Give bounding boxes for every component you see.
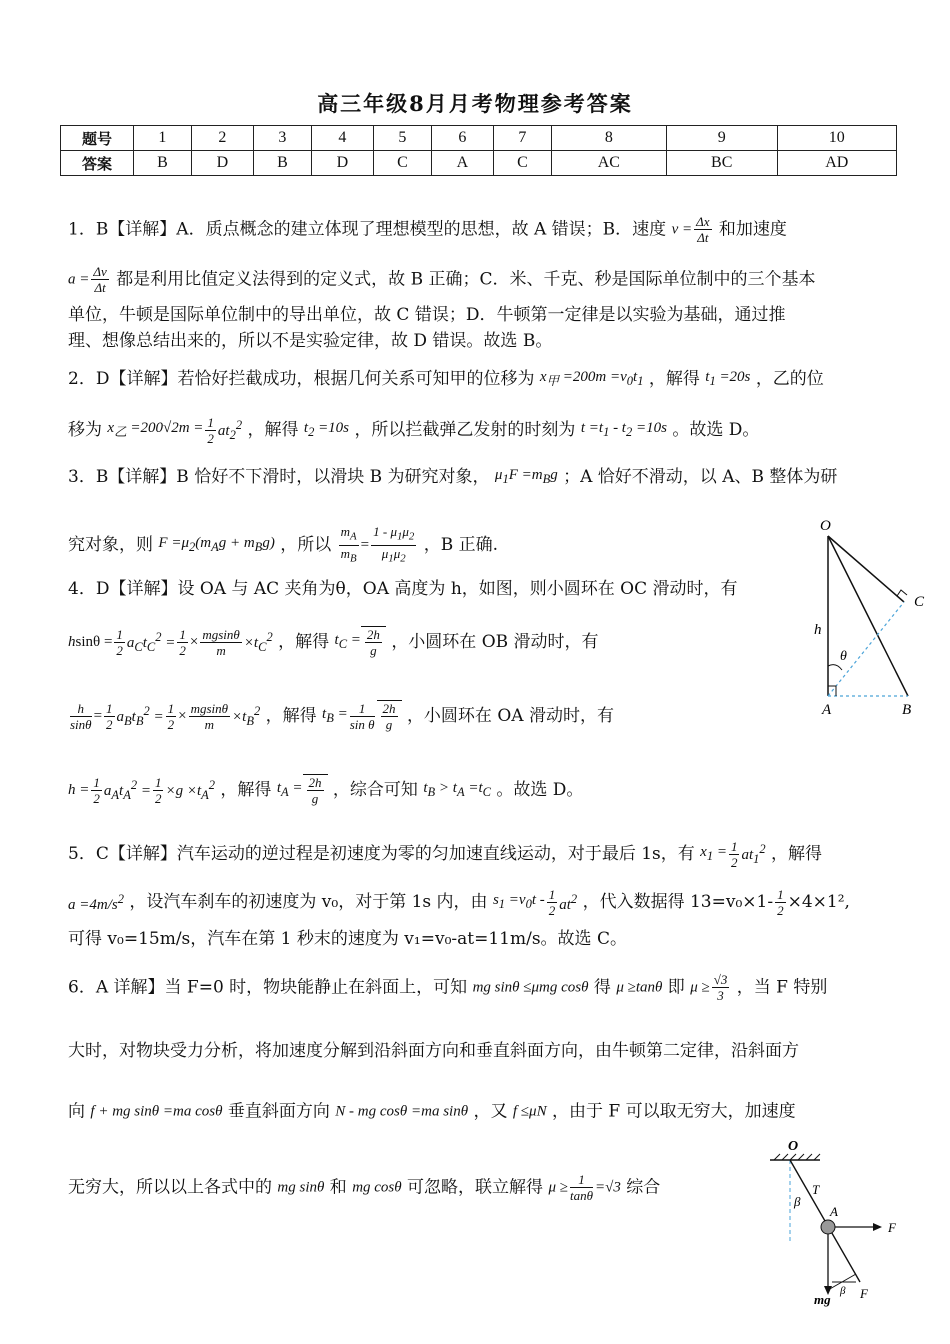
formula: $t_C$ = xyxy=(334,632,361,651)
formula: $t_2 =10s$ xyxy=(303,420,350,439)
table-cell: 3 xyxy=(254,126,312,151)
formula: $x_甲 =200m =v_0t_1$ xyxy=(539,369,644,388)
formula: μ ≥tanθ xyxy=(616,979,663,996)
table-cell: 5 xyxy=(374,126,432,151)
table-cell: 2 xyxy=(191,126,253,151)
label-o: O xyxy=(820,518,831,534)
answer-table xyxy=(60,125,897,176)
label-b: B xyxy=(902,702,912,718)
formula: $t_B$ = xyxy=(322,706,348,725)
label-theta: θ xyxy=(840,649,847,664)
formula-velocity: v = xyxy=(671,221,693,238)
formula: $F =\mu_2(m_Ag + m_Bg)$ xyxy=(158,535,275,555)
formula: f + mg sinθ =ma cosθ xyxy=(90,1103,223,1120)
label-beta: β xyxy=(794,1194,801,1209)
table-header-number: 题号 xyxy=(61,126,134,151)
q6-line3: 向 f + mg sinθ =ma cosθ 垂直斜面方向 N - mg cosθ =ma sinθ ，又 f ≤μN ，由于 F 可以取无穷大，加速度 xyxy=(68,1101,796,1122)
table-cell: A xyxy=(431,151,493,176)
formula: mg sinθ xyxy=(277,1179,325,1196)
formula: $\mu_1F =m_Bg$ xyxy=(494,467,558,486)
q2-line1: 2．D【详解】若恰好拦截成功，根据几何关系可知甲的位移为 $x_甲 =200m =v_0t_1$ ，解得 $t_1 =20s$ ，乙的位 xyxy=(68,369,824,389)
table-cell: 10 xyxy=(777,126,896,151)
formula: $x_乙 =200√2m$ = xyxy=(107,420,204,439)
formula: $t =t_1 - t_2 =10s$ xyxy=(580,420,667,439)
formula: f ≤μN xyxy=(512,1103,547,1120)
label-h: h xyxy=(814,622,822,638)
formula: $t_1 =20s$ xyxy=(705,369,751,388)
q5-line3: 可得 v₀=15m/s，汽车在第 1 秒末的速度为 v₁=v₀-at=11m/s。故选 C。 xyxy=(68,929,627,949)
label-beta2: β xyxy=(840,1285,846,1297)
q5-line1: 5．C【详解】汽车运动的逆过程是初速度为零的匀加速直线运动，对于最后 1s，有 $x_1$ = $\frac{1}{2}$ $at_1^2$ ，解得 xyxy=(68,838,823,870)
label-t: T xyxy=(812,1182,820,1197)
formula: $\frac{h}{\sin\theta}$ xyxy=(70,700,92,732)
q2-line2: 移为 $x_乙 =200√2m$ = $\frac{1}{2}$ $at_2^2$ ，解得 $t_2 =10s$ ，所以拦截弹乙发射的时刻为 $t =t_1 - t_2 =10s$ 。故选 D。 xyxy=(68,414,760,446)
formula: $x_1$ = xyxy=(700,844,727,863)
table-cell: D xyxy=(191,151,253,176)
figure-incline-rings xyxy=(800,512,940,722)
table-cell: 9 xyxy=(666,126,777,151)
q4-line3: $\frac{h}{\sin\theta}$ = $\frac{1}{2}$ $a_Bt_B^2$ = $\frac{1}{2}$ × $\frac{mgsin\theta}{m}$ $\times t_B^2$ ，解得 $t_B$ = $\frac{1}{\text{sin θ}}$ $\frac{2h}{g}$ ，小圆环在 OA 滑动时，有 xyxy=(70,700,614,732)
table-header-answer: 答案 xyxy=(61,151,134,176)
table-row xyxy=(61,126,897,151)
q5-line2: $a =4m/s^2$ ，设汽车刹车的初速度为 v₀，对于第 1s 内，由 $s_1 =v_0t$ - $\frac{1}{2}$ $at^2$ ，代入数据得 13=v₀×1- $\frac{1}{2}$ ×4×1², xyxy=(68,886,850,918)
label-mg: mg xyxy=(814,1292,831,1307)
figure-pendulum-force xyxy=(760,1132,910,1310)
page-title: 高三年级8月月考物理参考答案 xyxy=(317,91,633,116)
q6-line4: 无穷大，所以以上各式中的 mg sinθ 和 mg cosθ 可忽略，联立解得 μ ≥ $\frac{1}{\tan\theta}$ =√3 综合 xyxy=(68,1172,661,1203)
table-cell: C xyxy=(494,151,552,176)
formula-fraction: $\frac{\Delta v}{\Delta t}$ xyxy=(93,264,107,295)
formula: $t_A$ = xyxy=(276,780,303,799)
formula: mg sinθ ≤μmg cosθ xyxy=(472,979,589,996)
table-cell: 8 xyxy=(551,126,666,151)
formula: μ ≥ xyxy=(690,979,710,996)
formula: $t_B > t_A =t_C$ xyxy=(423,780,491,799)
q4-line4: h = $\frac{1}{2}$ $a_At_A^2$ = $\frac{1}{2}$ $\times g \times t_A^2$ ，解得 $t_A$ = $\frac{2h}{g}$ ，综合可知 $t_B > t_A =t_C$ 。故选 D。 xyxy=(68,774,584,806)
angle-arc xyxy=(828,665,842,670)
table-cell: AD xyxy=(777,151,896,176)
formula: h xyxy=(68,634,76,650)
table-cell: 4 xyxy=(311,126,373,151)
table-cell: AC xyxy=(551,151,666,176)
table-cell: 7 xyxy=(494,126,552,151)
q3-line2: 究对象，则 $F =\mu_2(m_Ag + m_Bg)$ ，所以 $\frac{m_A}{m_B}$ = $\frac{1 - \mu_1\mu_2}{\mu_1\mu_2}$ ，B 正确. xyxy=(68,524,499,565)
q4-line1: 4．D【详解】设 OA 与 AC 夹角为θ，OA 高度为 h，如图，则小圆环在 OC 滑动时，有 xyxy=(68,579,738,599)
line-ob xyxy=(828,536,908,696)
q1-line1: 1．B【详解】A．质点概念的建立体现了理想模型的思想，故 A 错误；B．速度 v = $\frac{\Delta x}{\Delta t}$ 和加速度 xyxy=(68,214,787,245)
q6-line1: 6．A 详解】当 F=0 时，物块能静止在斜面上，可知 mg sinθ ≤μmg cosθ 得 μ ≥tanθ 即 μ ≥ $\frac{√3}{3}$ ，当 F 特别 xyxy=(68,972,828,1003)
q3-line1: 3．B【详解】B 恰好不下滑时，以滑块 B 为研究对象， $\mu_1F =m_Bg$ ；A 恰好不滑动，以 A、B 整体为研 xyxy=(68,467,838,487)
table-cell: B xyxy=(254,151,312,176)
label-o: O xyxy=(788,1139,799,1154)
table-cell: 6 xyxy=(431,126,493,151)
table-cell: 1 xyxy=(134,126,192,151)
label-f2: F xyxy=(860,1286,868,1301)
q4-line2: hsinθ = $\frac{1}{2}$ $a_Ct_C^2$ = $\frac{1}{2}$ × $\frac{mgsin\theta}{m}$ $\times t_C^2$ ，解得 $t_C$ = $\frac{2h}{g}$ ，小圆环在 OB 滑动时，有 xyxy=(68,626,599,658)
formula: N - mg cosθ =ma sinθ xyxy=(335,1103,469,1120)
table-row xyxy=(61,151,897,176)
label-a: A xyxy=(830,1204,838,1219)
q1-line4: 理、想像总结出来的，所以不是实验定律，故 D 错误。故选 B。 xyxy=(68,331,553,351)
ball xyxy=(821,1220,835,1234)
formula-acceleration: a = xyxy=(68,271,90,288)
q1-line3: 单位，牛顿是国际单位制中的导出单位，故 C 错误；D．牛顿第一定律是以实验为基础，通过推 xyxy=(68,305,786,325)
label-a: A xyxy=(822,702,832,718)
table-cell: C xyxy=(374,151,432,176)
table-cell: D xyxy=(311,151,373,176)
label-c: C xyxy=(914,594,925,610)
formula-fraction: $\frac{\Delta x}{\Delta t}$ xyxy=(696,214,710,245)
formula: $a =4m/s^2$ xyxy=(68,892,124,913)
formula: μ ≥ xyxy=(548,1179,568,1196)
table-cell: B xyxy=(134,151,192,176)
q1-line2: a = $\frac{\Delta v}{\Delta t}$ 都是利用比值定义法得到的定义式，故 B 正确；C．米、千克、秒是国际单位制中的三个基本 xyxy=(68,264,816,295)
formula: mg cosθ xyxy=(352,1179,402,1196)
formula: h = xyxy=(68,782,90,798)
table-cell: BC xyxy=(666,151,777,176)
formula: $s_1 =v_0t$ - xyxy=(492,892,545,911)
q6-line2: 大时，对物块受力分析，将加速度分解到沿斜面方向和垂直斜面方向，由牛顿第二定律，沿斜面方 xyxy=(68,1041,799,1061)
label-f: F xyxy=(888,1220,896,1235)
